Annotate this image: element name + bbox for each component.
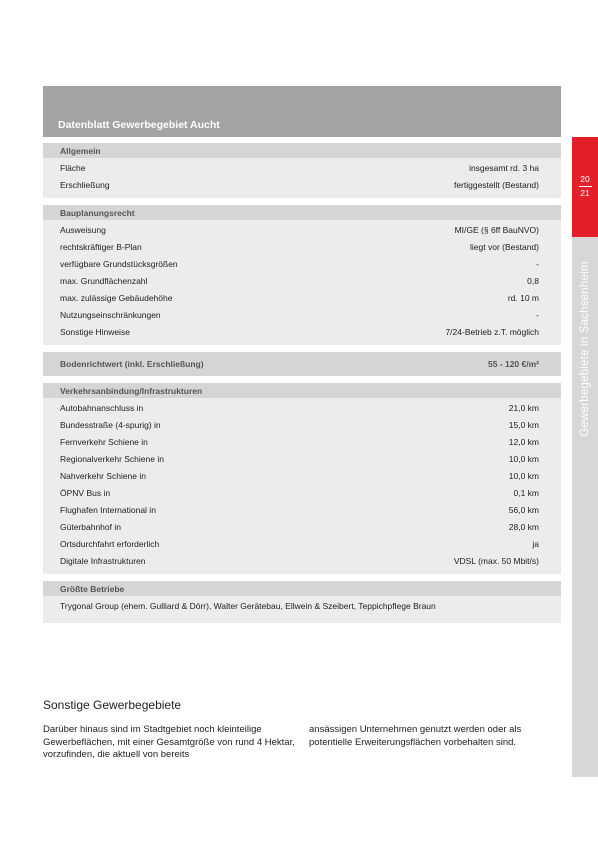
table-row <box>43 467 561 484</box>
table-row <box>43 501 561 518</box>
row-value: ja <box>532 538 539 549</box>
row-label: Sonstige Hinweise <box>60 326 130 337</box>
table-row <box>43 272 561 289</box>
table-row <box>43 323 561 340</box>
row-value: liegt vor (Bestand) <box>470 241 539 252</box>
table-row <box>43 159 561 176</box>
row-label: ÖPNV Bus in <box>60 487 111 498</box>
section-heading: Größte Betriebe <box>43 581 561 596</box>
bodenrichtwert-row <box>43 352 561 376</box>
table-row <box>43 535 561 552</box>
table-row <box>43 484 561 501</box>
page-number-left: 20 <box>580 174 590 184</box>
row-label: Ausweisung <box>60 224 106 235</box>
section-heading-sonstige: Sonstige Gewerbegebiete <box>43 698 182 712</box>
bodenrichtwert-value: 55 - 120 €/m² <box>487 359 539 369</box>
datasheet-title: Datenblatt Gewerbegebiet Aucht <box>43 86 561 137</box>
side-chapter-title: Gewerbegebiete in Sachsenheim <box>579 261 591 437</box>
betriebe-text: Trygonal Group (ehem. Gulliard & Dörr), Walter Gerätebau, Ellwein & Szeibert, Teppichpflege Braun <box>60 601 436 611</box>
row-value: MI/GE (§ 6ff BauNVO) <box>454 224 539 235</box>
row-value: 10,0 km <box>508 453 539 464</box>
table-row <box>43 416 561 433</box>
section-bodenrichtwert <box>43 352 561 376</box>
row-label: Nahverkehr Schiene in <box>60 470 146 481</box>
table-row <box>43 306 561 323</box>
row-value: 0,1 km <box>513 487 539 498</box>
row-value: rd. 10 m <box>507 292 539 303</box>
section-heading: Verkehrsanbindung/Infrastrukturen <box>43 383 561 398</box>
row-value: 7/24-Betrieb z.T. möglich <box>445 326 539 337</box>
row-value: insgesamt rd. 3 ha <box>469 162 539 173</box>
section-verkehrsanbindung <box>43 383 561 574</box>
row-label: max. Grundflächenzahl <box>60 275 148 286</box>
table-row <box>43 176 561 193</box>
row-value: 15,0 km <box>508 419 539 430</box>
table-row <box>43 255 561 272</box>
page-number <box>572 174 598 199</box>
body-text-column-2: ansässigen Unternehmen genutzt werden oder als potentielle Erweiterungsflächen vorbehalten sind. <box>309 724 522 748</box>
row-label: Erschließung <box>60 179 110 190</box>
row-value: 12,0 km <box>508 436 539 447</box>
row-label: Nutzungseinschränkungen <box>60 309 161 320</box>
table-row <box>43 433 561 450</box>
table-row <box>43 289 561 306</box>
bodenrichtwert-label: Bodenrichtwert (inkl. Erschließung) <box>60 359 204 369</box>
row-label: Flughafen International in <box>60 504 156 515</box>
row-label: Fläche <box>60 162 86 173</box>
row-label: Fernverkehr Schiene in <box>60 436 148 447</box>
table-row <box>43 518 561 535</box>
page-number-right: 21 <box>580 188 590 198</box>
row-value: - <box>536 258 539 269</box>
row-value: 10,0 km <box>508 470 539 481</box>
row-value: - <box>536 309 539 320</box>
row-label: Ortsdurchfahrt erforderlich <box>60 538 160 549</box>
row-value: VDSL (max. 50 Mbit/s) <box>453 555 539 566</box>
row-value: fertiggestellt (Bestand) <box>453 179 539 190</box>
section-heading: Allgemein <box>43 143 561 158</box>
row-label: Regionalverkehr Schiene in <box>60 453 164 464</box>
section-allgemein <box>43 143 561 198</box>
row-label: max. zulässige Gebäudehöhe <box>60 292 173 303</box>
table-row <box>43 221 561 238</box>
section-heading: Bauplanungsrecht <box>43 205 561 220</box>
row-label: verfügbare Grundstücksgrößen <box>60 258 178 269</box>
table-row <box>43 238 561 255</box>
row-label: Bundesstraße (4-spurig) in <box>60 419 161 430</box>
row-label: Digitale Infrastrukturen <box>60 555 146 566</box>
row-label: rechtskräftiger B-Plan <box>60 241 142 252</box>
row-value: 21,0 km <box>508 402 539 413</box>
body-text-column-1: Darüber hinaus sind im Stadtgebiet noch kleinteilige Gewerbeflächen, mit einer Gesamtgröße von rund 4 Hektar, vorzufinden, die aktuell von bereits <box>43 724 295 760</box>
table-row <box>43 399 561 416</box>
section-groesste-betriebe <box>43 581 561 623</box>
row-value: 0,8 <box>527 275 539 286</box>
row-value: 56,0 km <box>508 504 539 515</box>
table-row <box>43 450 561 467</box>
side-tab <box>572 137 598 777</box>
section-bauplanungsrecht <box>43 205 561 345</box>
datasheet <box>43 86 561 630</box>
table-row <box>43 552 561 569</box>
page-number-tab <box>572 137 598 237</box>
row-label: Autobahnanschluss in <box>60 402 144 413</box>
row-label: Güterbahnhof in <box>60 521 121 532</box>
row-value: 28,0 km <box>508 521 539 532</box>
